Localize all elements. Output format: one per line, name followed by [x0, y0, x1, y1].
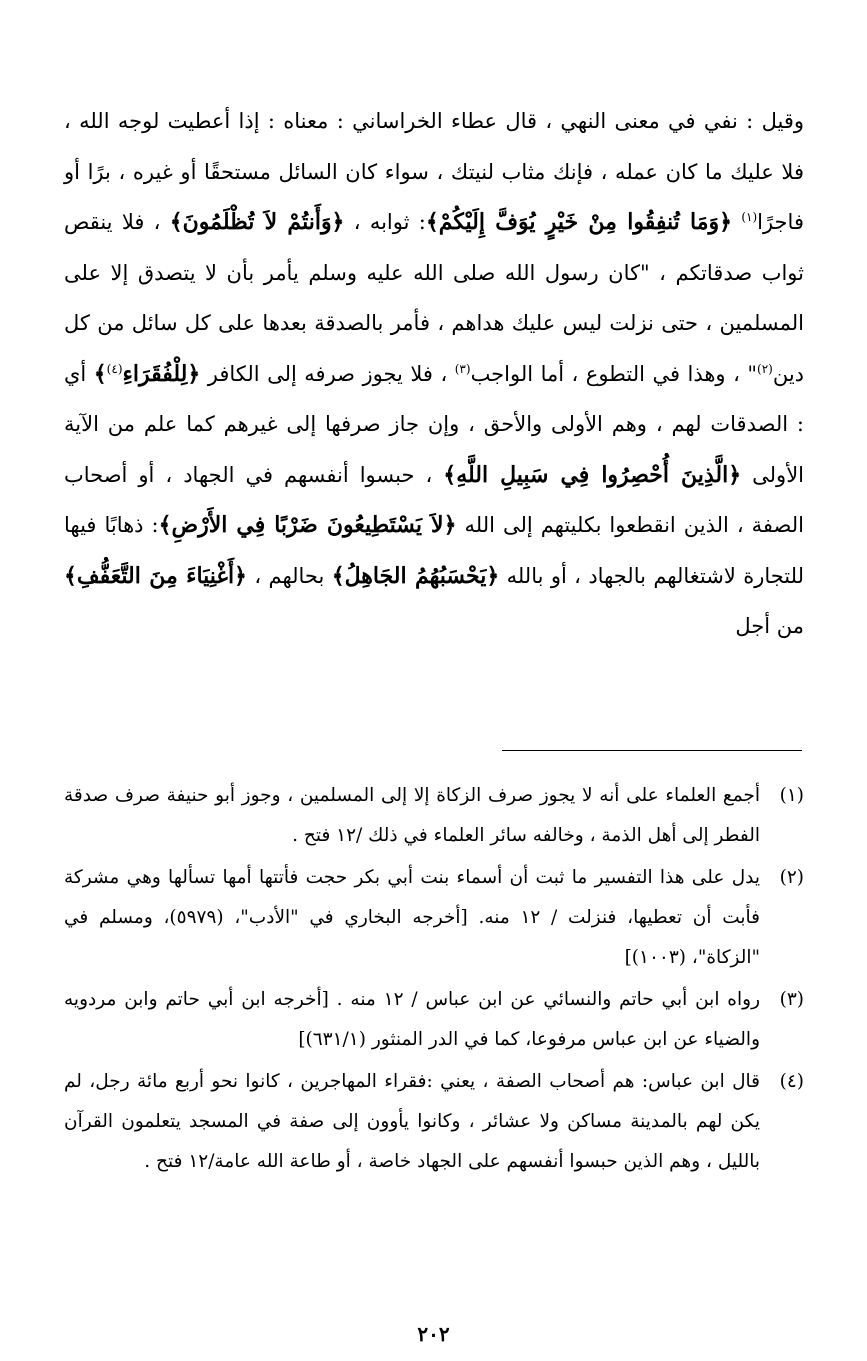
footnote-4 — [64, 1062, 804, 1182]
text-segment: ، فلا ينقص ثواب صدقاتكم ، "كان رسول الله صلى الله عليه وسلم يأمر بأن لا يتصدق إلا على المسلمين ، حتى نزلت ليس عليك هداهم ، فأمر بالصدقة بعدها على كل سائل من كل دين — [64, 210, 805, 386]
main-text-block — [64, 96, 804, 652]
footnote-ref-4[interactable]: (٤) — [106, 361, 123, 376]
quran-verse: ﴿الَّذِينَ أُحْصِرُوا فِي سَبِيلِ اللَّهِ﴾ — [443, 461, 742, 488]
footnote-ref-1[interactable]: (١) — [741, 210, 758, 224]
footnote-number: (٣) — [779, 989, 804, 1010]
footnotes-block — [64, 776, 804, 1184]
text-segment: " ، وهذا في التطوع ، أما الواجب — [470, 361, 757, 386]
footnote-text: يدل على هذا التفسير ما ثبت أن أسماء بنت أبي بكر حجت فأتتها أمها تسألها وهي مشركة فأبت أن تعطيها، فنزلت / ١٢ منه. [أخرجه البخاري في "الأدب"، (٥٩٧٩)، ومسلم في "الزكاة"، (١٠٠٣)] — [64, 867, 761, 968]
text-segment: : ثوابه ، — [353, 210, 426, 234]
main-paragraph — [64, 96, 804, 652]
quran-verse-end: ﴾ — [93, 360, 107, 387]
footnote-number: (١) — [779, 785, 804, 806]
footnote-2 — [64, 858, 804, 978]
footnote-separator — [502, 750, 802, 751]
quran-verse: ﴿وَمَا تُنفِقُوا مِنْ خَيْرٍ يُوَفَّ إِلَيْكُمْ﴾ — [425, 209, 733, 235]
quran-verse: ﴿لِلْفُقَرَاءِ — [122, 360, 201, 387]
quran-verse: ﴿أَغْنِيَاءَ مِنَ التَّعَفُّفِ﴾ — [64, 562, 247, 589]
quran-verse: ﴿وَأَنتُمْ لاَ تُظْلَمُونَ﴾ — [169, 209, 345, 235]
text-segment: ، حبسوا أنفسهم في الجهاد ، أو أصحاب الصفة ، الذين انقطعوا بكليتهم إلى الله — [64, 462, 804, 537]
text-segment: أي : الصدقات لهم ، وهم الأولى والأحق ، وإن جاز صرفها إلى غيرهم كما علم من الآية الأولى — [64, 361, 805, 487]
footnote-number: (٢) — [779, 867, 804, 888]
footnote-text: قال ابن عباس: هم أصحاب الصفة ، يعني :فقراء المهاجرين ، كانوا نحو أربع مائة رجل، لم يكن لهم بالمدينة مساكن ولا عشائر ، وكانوا يأوون إلى صفة في المسجد يتعلمون القرآن بالليل ، وهم الذين حبسوا أنفسهم على الجهاد خاصة ، أو طاعة الله عامة/١٢ فتح . — [64, 1071, 760, 1172]
quran-verse: ﴿يَحْسَبُهُمُ الجَاهِلُ﴾ — [331, 562, 500, 589]
footnote-text: رواه ابن أبي حاتم والنسائي عن ابن عباس / ١٢ منه . [أخرجه ابن أبي حاتم وابن مردويه والضياء عن ابن عباس مرفوعا، كما في الدر المنثور (٦٣١/١)] — [64, 989, 761, 1050]
footnote-1 — [64, 776, 804, 856]
text-segment: من أجل — [735, 614, 804, 638]
footnote-number: (٤) — [779, 1071, 804, 1092]
footnote-ref-2[interactable]: (٢) — [757, 361, 773, 376]
quran-verse: ﴿لاَ يَسْتَطِيعُونَ ضَرْبًا فِي الأَرْضِ﴾ — [158, 512, 457, 538]
text-segment: بحالهم ، — [254, 563, 325, 588]
page-number: ٢٠٢ — [417, 1322, 450, 1346]
text-segment: ، فلا يجوز صرفه إلى الكافر — [207, 361, 448, 386]
footnote-3 — [64, 980, 804, 1060]
text-segment: وقيل : نفي في معنى النهي ، قال عطاء الخراساني : معناه : إذا أعطيت لوجه الله ، فلا عليك ما كان عمله ، فإنك مثاب لنيتك ، سواء كان السائل مستحقًا أو غيره ، برًا أو فاجرًا — [64, 109, 804, 234]
text-segment: : ذهابًا فيها للتجارة لاشتغالهم بالجهاد ، أو بالله — [64, 513, 804, 588]
footnote-ref-3[interactable]: (٣) — [454, 361, 471, 376]
footnote-text: أجمع العلماء على أنه لا يجوز صرف الزكاة إلا إلى المسلمين ، وجوز أبو حنيفة صرف صدقة الفطر إلى أهل الذمة ، وخالفه سائر العلماء في ذلك /١٢ فتح . — [64, 785, 760, 846]
